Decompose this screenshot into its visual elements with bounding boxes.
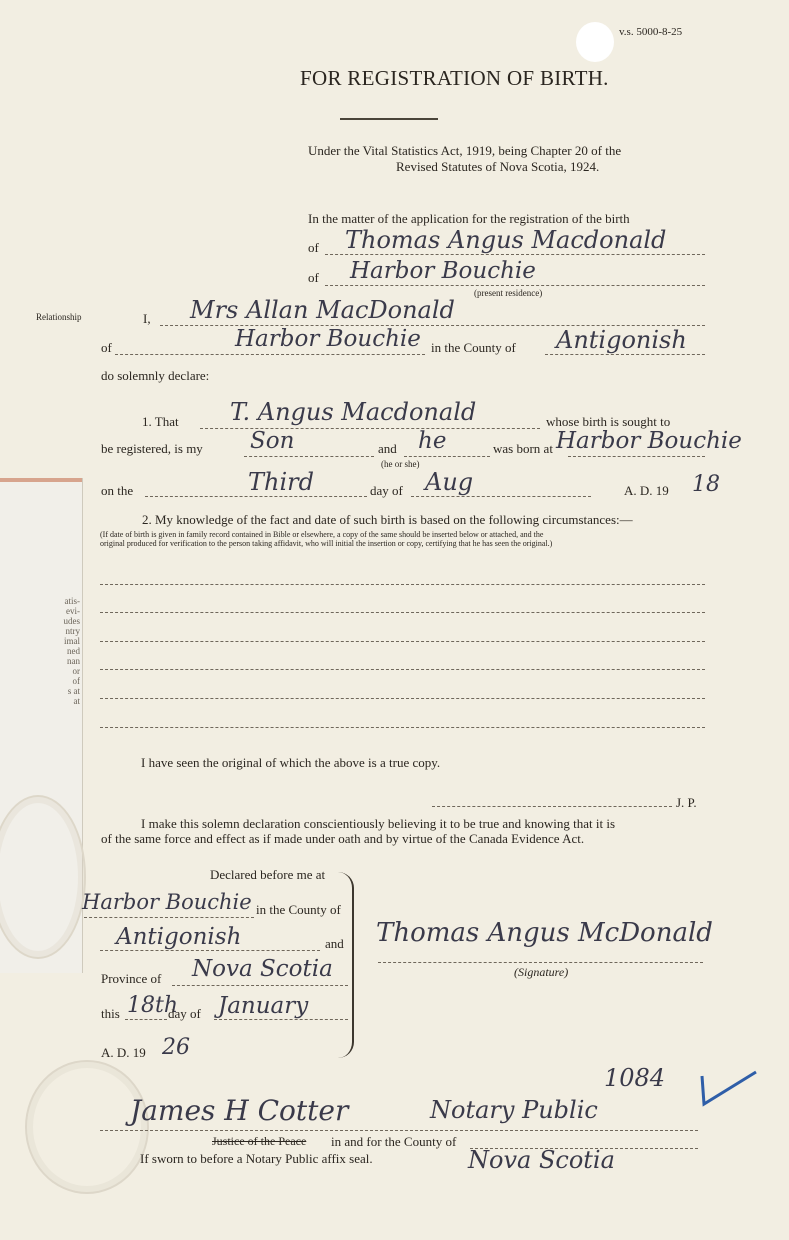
declared-place: Harbor Bouchie xyxy=(82,890,252,914)
declarant-name: Mrs Allan MacDonald xyxy=(190,296,455,324)
declared-before-label: Declared before me at xyxy=(210,867,326,882)
day-of-label: day of xyxy=(370,483,403,498)
official-title: Notary Public xyxy=(430,1096,598,1124)
born-at-value: Harbor Bouchie xyxy=(556,428,742,454)
county-label: in the County of xyxy=(431,340,516,355)
he-she-note: (he or she) xyxy=(381,459,420,469)
declarant-county: Antigonish xyxy=(556,326,687,354)
child-name-line xyxy=(325,254,705,255)
circumstance-line xyxy=(100,698,705,699)
declared-county: Antigonish xyxy=(116,924,242,950)
registered-label: be registered, is my xyxy=(101,441,203,456)
circumstance-line xyxy=(100,641,705,642)
residence-value: Harbor Bouchie xyxy=(350,258,536,284)
county-line xyxy=(545,354,705,355)
born-at-label: was born at xyxy=(493,441,553,456)
declared-day-of-label: day of xyxy=(168,1006,201,1021)
item2-note-1: (If date of birth is given in family record contained in Bible or elsewhere, a copy of the same should be inserted below or attached, and the xyxy=(100,530,544,539)
relationship-label: Relationship xyxy=(36,312,82,322)
declarant-signature: Thomas Angus McDonald xyxy=(376,918,713,948)
of-label: of xyxy=(308,240,319,255)
declarant-place-line xyxy=(115,354,425,355)
on-the-label: on the xyxy=(101,483,134,498)
declared-day: 18th xyxy=(127,993,179,1018)
declared-county-line xyxy=(100,950,320,951)
child-name: Thomas Angus Macdonald xyxy=(345,226,667,254)
registration-number: 1084 xyxy=(604,1064,666,1092)
margin-fragment: evi- xyxy=(66,606,80,616)
official-signature-line xyxy=(100,1130,698,1131)
margin-fragment: nan xyxy=(67,656,80,666)
margin-fragment: or xyxy=(72,666,80,676)
solemn-text-2: of the same force and effect as if made under oath and by virtue of the Canada Evidence Act. xyxy=(101,831,585,846)
of-label: of xyxy=(308,270,319,285)
jp-label: J. P. xyxy=(676,795,697,810)
declare-text: do solemnly declare: xyxy=(101,368,210,383)
true-copy-text: I have seen the original of which the above is a true copy. xyxy=(141,755,441,770)
relation-value: Son xyxy=(250,428,295,454)
whose-birth-text: whose birth is sought to xyxy=(546,414,671,429)
declared-ad-label: A. D. 19 xyxy=(101,1045,146,1060)
born-at-line xyxy=(568,456,705,457)
embossed-seal xyxy=(25,1060,149,1194)
signature-label: (Signature) xyxy=(514,965,569,979)
attached-sheet-edge xyxy=(0,478,82,482)
declared-month: January xyxy=(218,993,309,1019)
margin-fragment: imal xyxy=(64,636,80,646)
margin-fragment: at xyxy=(73,696,80,706)
signature-line xyxy=(378,962,703,963)
margin-fragment: of xyxy=(72,676,80,686)
margin-fragment: ned xyxy=(67,646,80,656)
and-label: and xyxy=(378,441,397,456)
official-county-label: in and for the County of xyxy=(331,1134,457,1149)
act-line-2: Revised Statutes of Nova Scotia, 1924. xyxy=(396,159,600,174)
declarant-place: Harbor Bouchie xyxy=(235,326,421,352)
circumstance-line xyxy=(100,727,705,728)
margin-fragment: udes xyxy=(63,616,80,626)
matter-intro: In the matter of the application for the registration of the birth xyxy=(308,211,630,226)
form-code: v.s. 5000-8-25 xyxy=(619,26,683,38)
declared-county-label: in the County of xyxy=(256,902,341,917)
item2-note-2: original produced for verification to the person taking affidavit, who will initial the insertion or copy, certifying that he has seen the original.) xyxy=(100,539,553,548)
day-line xyxy=(145,496,367,497)
title-rule xyxy=(340,118,438,120)
birth-month: Aug xyxy=(425,468,474,496)
declared-day-line xyxy=(125,1019,167,1020)
circumstance-line xyxy=(100,669,705,670)
of-label: of xyxy=(101,340,112,355)
margin-fragment: ntry xyxy=(65,626,80,636)
residence-line xyxy=(325,285,705,286)
blue-check-mark xyxy=(700,1070,760,1110)
and-label: and xyxy=(325,936,344,951)
declared-place-line xyxy=(84,917,254,918)
margin-fragment: s at xyxy=(67,686,80,696)
struck-justice-label: Justice of the Peace xyxy=(212,1134,307,1148)
ad-label: A. D. 19 xyxy=(624,483,669,498)
that-label: 1. That xyxy=(142,414,179,429)
month-line xyxy=(411,496,591,497)
form-title: FOR REGISTRATION OF BIRTH. xyxy=(300,66,609,90)
act-line-1: Under the Vital Statistics Act, 1919, being Chapter 20 of the xyxy=(308,143,622,158)
birth-day: Third xyxy=(248,468,314,496)
relation-line xyxy=(244,456,374,457)
solemn-text-1: I make this solemn declaration conscientiously believing it to be true and knowing that it is xyxy=(141,816,616,831)
province-label: Province of xyxy=(101,971,162,986)
jp-line xyxy=(432,806,672,807)
birth-year: 18 xyxy=(692,472,720,497)
seal-note: If sworn to before a Notary Public affix seal. xyxy=(140,1151,373,1166)
official-jurisdiction: Nova Scotia xyxy=(468,1146,615,1174)
item2-text: 2. My knowledge of the fact and date of such birth is based on the following circumstances:— xyxy=(142,512,633,527)
declaration-brace xyxy=(338,872,354,1058)
this-label: this xyxy=(101,1006,120,1021)
declared-year: 26 xyxy=(162,1035,190,1060)
official-signature: James H Cotter xyxy=(130,1094,349,1127)
he-she-value: he xyxy=(418,428,447,454)
margin-fragment: atis- xyxy=(64,596,80,606)
circumstance-line xyxy=(100,584,705,585)
declared-province: Nova Scotia xyxy=(192,956,333,982)
punch-hole xyxy=(576,22,614,62)
he-she-line xyxy=(404,456,490,457)
declared-month-line xyxy=(214,1019,348,1020)
province-line xyxy=(172,985,348,986)
i-label: I, xyxy=(143,311,151,326)
subject-name: T. Angus Macdonald xyxy=(230,398,477,426)
circumstance-line xyxy=(100,612,705,613)
residence-note: (present residence) xyxy=(474,288,543,298)
